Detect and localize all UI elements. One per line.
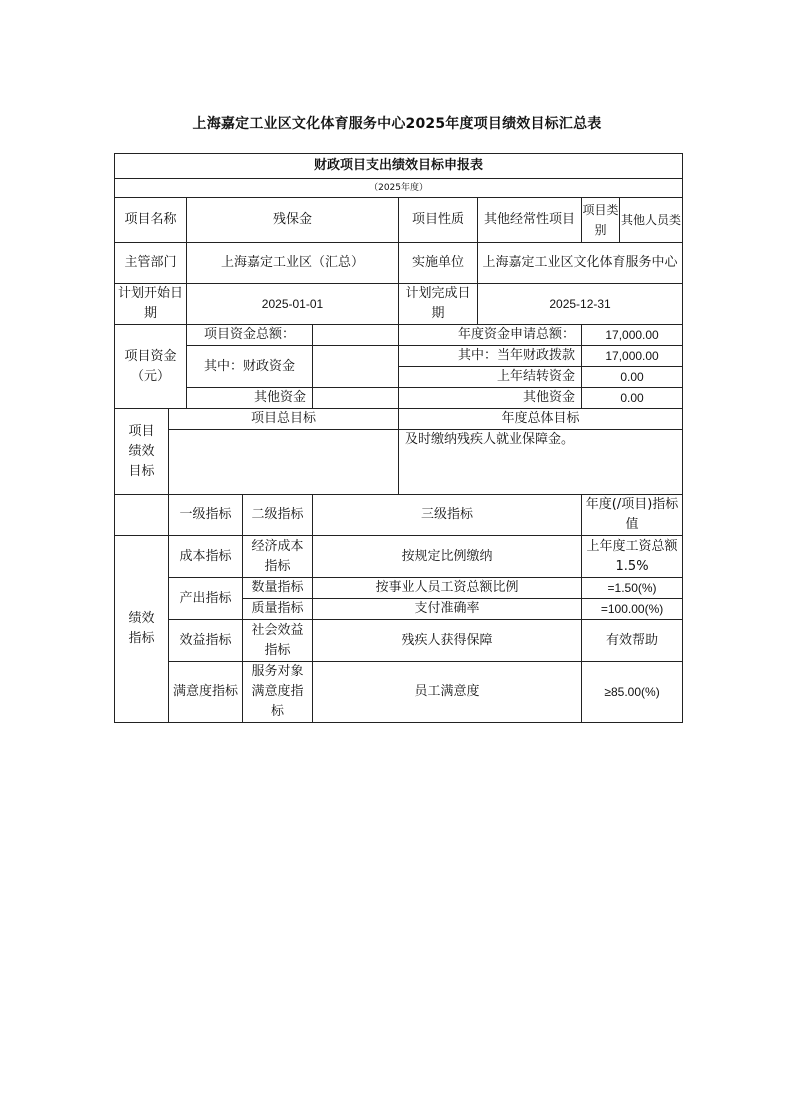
carryover-fund-label: 上年结转资金: [399, 367, 582, 388]
project-name-label: 项目名称: [115, 198, 187, 243]
dept-value: 上海嘉定工业区（汇总）: [187, 243, 399, 284]
level1-benefit: 效益指标: [169, 620, 243, 662]
level3-cell: 按规定比例缴纳: [313, 536, 582, 578]
level2-cell: 社会效益指标: [243, 620, 313, 662]
fund-total-value: [313, 325, 399, 346]
value-cell: =1.50(%): [582, 578, 683, 599]
project-category-value: 其他人员类: [620, 198, 683, 243]
total-goal-label: 项目总目标: [169, 409, 399, 430]
header-value: 年度(/项目)指标值: [582, 495, 683, 536]
header-level3: 三级指标: [313, 495, 582, 536]
annual-other-fund-label: 其他资金: [399, 388, 582, 409]
header-level2: 二级指标: [243, 495, 313, 536]
annual-fund-label: 年度资金申请总额：: [399, 325, 582, 346]
start-date-value: 2025-01-01: [187, 284, 399, 325]
level3-cell: 残疾人获得保障: [313, 620, 582, 662]
project-name-value: 残保金: [187, 198, 399, 243]
level1-cost: 成本指标: [169, 536, 243, 578]
dept-label: 主管部门: [115, 243, 187, 284]
annual-goal-value: 及时缴纳残疾人就业保障金。: [399, 430, 683, 495]
project-category-label: 项目类别: [582, 198, 620, 243]
annual-other-fund-value: 0.00: [582, 388, 683, 409]
annual-goal-label: 年度总体目标: [399, 409, 683, 430]
funds-label: 项目资金（元）: [115, 325, 187, 409]
level3-cell: 员工满意度: [313, 662, 582, 723]
unit-value: 上海嘉定工业区文化体育服务中心: [478, 243, 683, 284]
carryover-fund-value: 0.00: [582, 367, 683, 388]
level2-cell: 数量指标: [243, 578, 313, 599]
header-level1: 一级指标: [169, 495, 243, 536]
year-note: （2025年度）: [115, 179, 683, 198]
current-appropriation-value: 17,000.00: [582, 346, 683, 367]
level3-cell: 支付准确率: [313, 599, 582, 620]
end-date-value: 2025-12-31: [478, 284, 683, 325]
level2-cell: 质量指标: [243, 599, 313, 620]
value-cell: =100.00(%): [582, 599, 683, 620]
form-title: 财政项目支出绩效目标申报表: [115, 154, 683, 179]
project-nature-value: 其他经常性项目: [478, 198, 582, 243]
current-appropriation-label: 其中：当年财政拨款: [399, 346, 582, 367]
value-cell: 有效帮助: [582, 620, 683, 662]
level1-satisfaction: 满意度指标: [169, 662, 243, 723]
level2-cell: 经济成本指标: [243, 536, 313, 578]
level3-cell: 按事业人员工资总额比例: [313, 578, 582, 599]
annual-fund-value: 17,000.00: [582, 325, 683, 346]
project-nature-label: 项目性质: [399, 198, 478, 243]
page-title: 上海嘉定工业区文化体育服务中心2025年度项目绩效目标汇总表: [192, 116, 602, 132]
other-fund-value: [313, 388, 399, 409]
value-cell: 上年度工资总额1.5%: [582, 536, 683, 578]
total-goal-value: [169, 430, 399, 495]
form-table: [114, 153, 683, 723]
start-date-label: 计划开始日期: [115, 284, 187, 325]
performance-form: [114, 153, 682, 723]
other-fund-label: 其他资金: [187, 388, 313, 409]
fiscal-fund-label: 其中：财政资金: [187, 346, 313, 388]
level1-output: 产出指标: [169, 578, 243, 620]
value-cell: ≥85.00(%): [582, 662, 683, 723]
fiscal-fund-value: [313, 346, 399, 388]
unit-label: 实施单位: [399, 243, 478, 284]
end-date-label: 计划完成日期: [399, 284, 478, 325]
level2-cell: 服务对象满意度指标: [243, 662, 313, 723]
fund-total-label: 项目资金总额：: [187, 325, 313, 346]
indicator-header-blank: [115, 495, 169, 536]
goals-label: 项目绩效目标: [115, 409, 169, 495]
indicators-label: 绩效指标: [115, 536, 169, 723]
